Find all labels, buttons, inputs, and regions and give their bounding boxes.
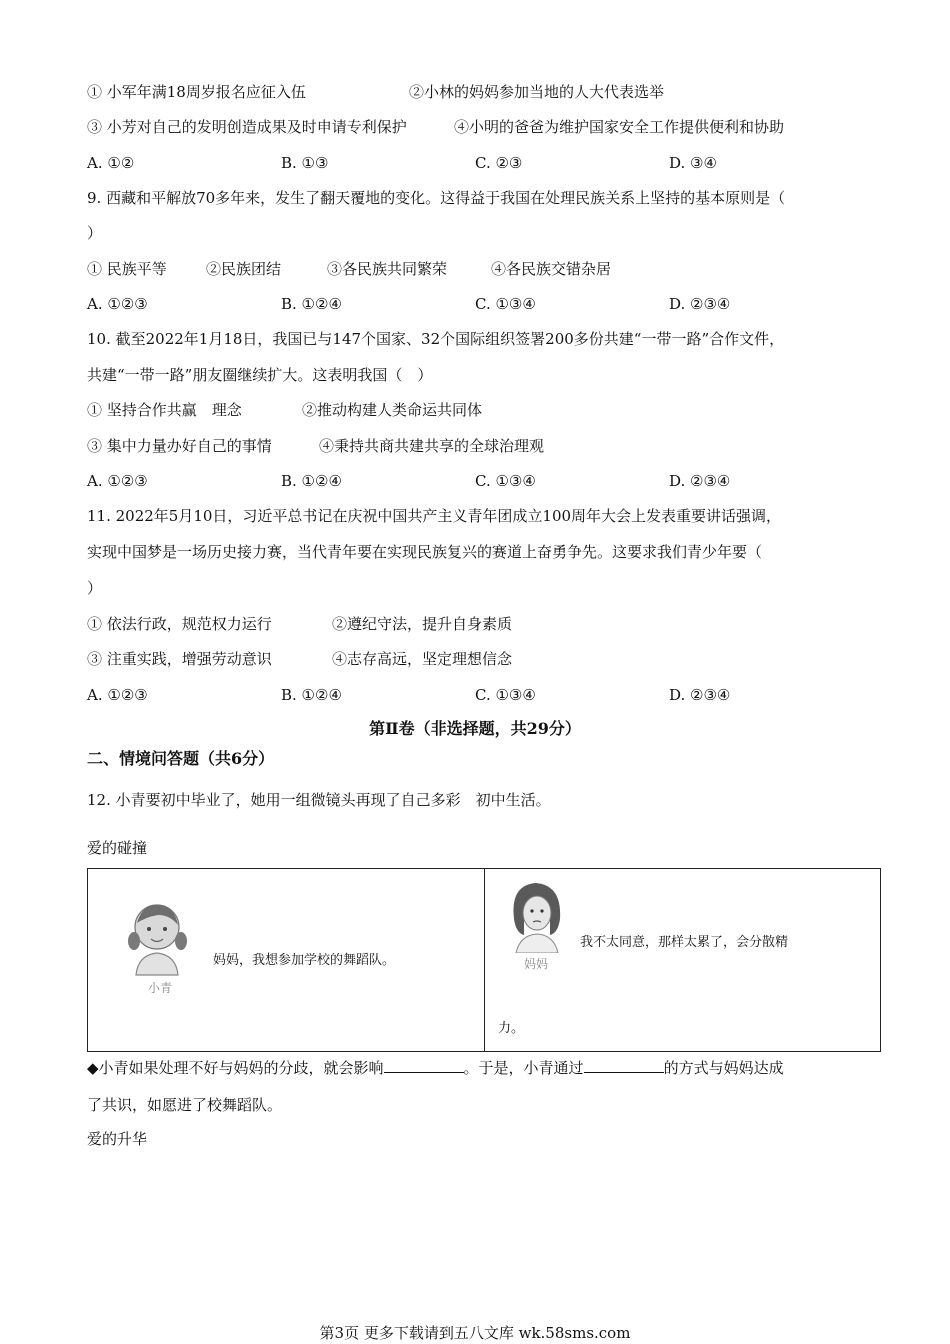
- answer-blank-1[interactable]: [384, 1058, 464, 1073]
- mom-speech-line-1: 我不太同意，那样太累了，会分散精: [580, 935, 789, 950]
- q12-fill-text-3: 的方式与妈妈达成: [663, 1059, 784, 1077]
- q12-fill-line-2: 了共识，如愿进了校舞蹈队。: [87, 1096, 283, 1114]
- q12-subtitle-sublimation: 爱的升华: [87, 1130, 148, 1148]
- q8-option-1: ① 小军年满18周岁报名应征入伍: [87, 83, 306, 101]
- q9-choice-a: A. ①②③: [87, 295, 148, 313]
- mom-speech-line-2: 力。: [498, 1021, 525, 1036]
- q11-choice-a: A. ①②③: [87, 686, 148, 704]
- q10-choice-c: C. ①③④: [475, 472, 536, 490]
- q9-stem-line-1: 9. 西藏和平解放70多年来，发生了翻天覆地的变化。这得益于我国在处理民族关系上坚持的基本原则是（: [87, 189, 786, 207]
- q11-option-4: ④志存高远，坚定理想信念: [332, 650, 513, 668]
- answer-blank-2[interactable]: [584, 1058, 664, 1073]
- q9-choice-d: D. ②③④: [669, 295, 731, 313]
- q12-fill-line-1: [87, 1058, 784, 1078]
- q11-choice-b: B. ①②④: [281, 686, 342, 704]
- girl-speech: 妈妈，我想参加学校的舞蹈队。: [213, 953, 396, 968]
- q11-choice-d: D. ②③④: [669, 686, 731, 704]
- q11-option-1: ① 依法行政，规范权力运行: [87, 615, 272, 633]
- dialog-divider: [484, 869, 485, 1051]
- q11-stem-line-2: 实现中国梦是一场历史接力赛，当代青年要在实现民族复兴的赛道上奋勇争先。这要求我们青少年要（: [87, 543, 763, 561]
- page-footer: 第3页 更多下载请到五八文库 wk.58sms.com: [319, 1324, 631, 1342]
- q10-option-2: ②推动构建人类命运共同体: [302, 401, 483, 419]
- q10-option-3: ③ 集中力量办好自己的事情: [87, 437, 272, 455]
- q8-option-3: ③ 小芳对自己的发明创造成果及时申请专利保护: [87, 118, 407, 136]
- q10-choice-d: D. ②③④: [669, 472, 731, 490]
- q9-choice-c: C. ①③④: [475, 295, 536, 313]
- q10-choice-b: B. ①②④: [281, 472, 342, 490]
- q10-stem-line-1: 10. 截至2022年1月18日，我国已与147个国家、32个国际组织签署200多份共建“一带一路”合作文件，: [87, 330, 785, 348]
- q10-option-1: ① 坚持合作共赢 理念: [87, 401, 242, 419]
- q11-stem-line-1: 11. 2022年5月10日，习近平总书记在庆祝中国共产主义青年团成立100周年大会上发表重要讲话强调，: [87, 507, 782, 525]
- girl-illustration: [124, 899, 194, 977]
- q9-option-1: ① 民族平等: [87, 260, 167, 278]
- section2-title: 二、情境问答题（共6分）: [87, 749, 275, 768]
- q8-option-4: ④小明的爸爸为维护国家安全工作提供便利和协助: [454, 118, 785, 136]
- q12-stem: 12. 小青要初中毕业了，她用一组微镜头再现了自己多彩 初中生活。: [87, 791, 551, 809]
- q11-option-2: ②遵纪守法，提升自身素质: [332, 615, 513, 633]
- q9-choice-b: B. ①②④: [281, 295, 342, 313]
- q11-stem-line-3: ）: [87, 579, 103, 597]
- q10-option-4: ④秉持共商共建共享的全球治理观: [319, 437, 545, 455]
- q9-option-4: ④各民族交错杂居: [491, 260, 612, 278]
- q8-choice-c: C. ②③: [475, 154, 523, 172]
- part2-title: 第Ⅱ卷（非选择题，共29分）: [369, 719, 581, 738]
- mom-illustration: [506, 877, 568, 953]
- q10-choice-a: A. ①②③: [87, 472, 148, 490]
- girl-caption: 小青: [148, 981, 173, 995]
- q8-choice-b: B. ①③: [281, 154, 329, 172]
- q11-choice-c: C. ①③④: [475, 686, 536, 704]
- q8-option-2: ②小林的妈妈参加当地的人大代表选举: [409, 83, 665, 101]
- dialog-box: [87, 868, 881, 1052]
- q8-choice-d: D. ③④: [669, 154, 717, 172]
- q8-choice-a: A. ①②: [87, 154, 135, 172]
- q12-fill-text-2: 。于是，小青通过: [463, 1059, 584, 1077]
- q11-option-3: ③ 注重实践，增强劳动意识: [87, 650, 272, 668]
- q10-stem-line-2: 共建“一带一路”朋友圈继续扩大。这表明我国（ ）: [87, 366, 433, 384]
- q9-stem-line-2: ）: [87, 224, 103, 242]
- q12-subtitle-collision: 爱的碰撞: [87, 839, 148, 857]
- mom-caption: 妈妈: [524, 957, 549, 971]
- q9-option-2: ②民族团结: [206, 260, 282, 278]
- q9-option-3: ③各民族共同繁荣: [327, 260, 448, 278]
- q12-fill-text-1: ◆小青如果处理不好与妈妈的分歧，就会影响: [87, 1059, 384, 1077]
